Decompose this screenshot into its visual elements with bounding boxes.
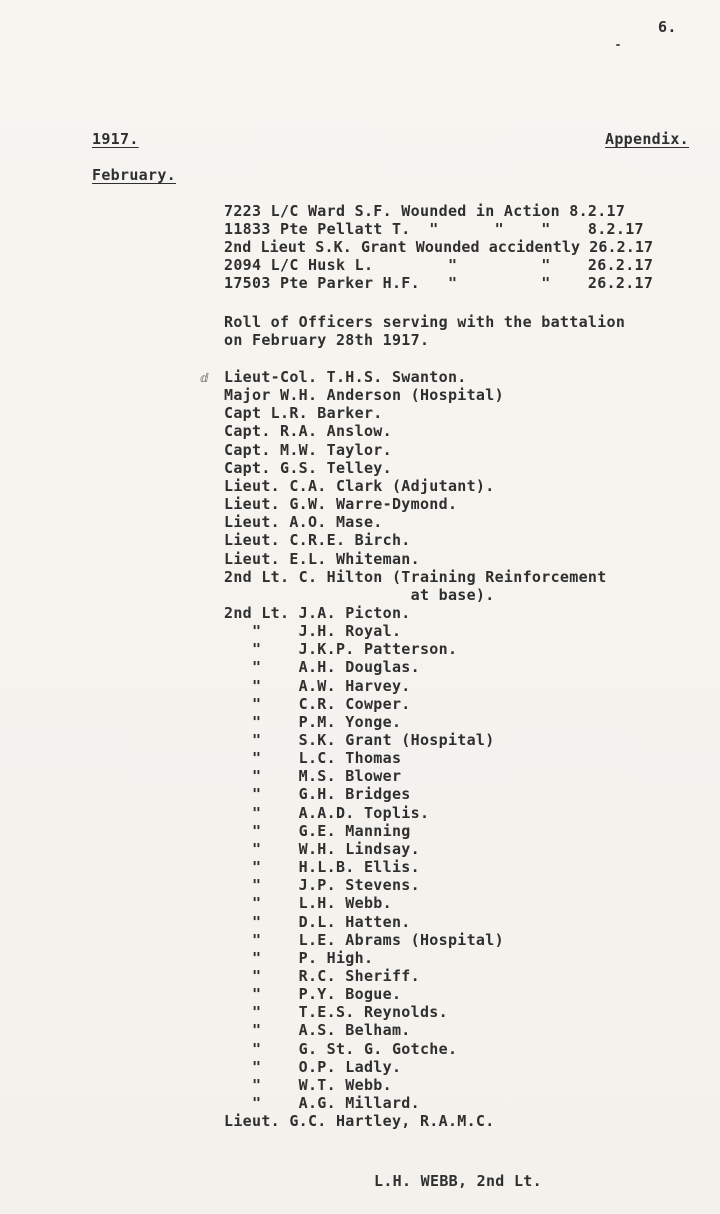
roll-heading-line: Roll of Officers serving with the battalion <box>224 313 626 331</box>
officer-entry: at base). <box>224 585 495 604</box>
officer-entry: " M.S. Blower <box>224 767 402 786</box>
officer-entry: " G.H. Bridges <box>224 785 411 804</box>
officer-entry: " W.H. Lindsay. <box>224 839 420 858</box>
officer-entry: " P. High. <box>224 948 374 967</box>
casualty-entry: 7223 L/C Ward S.F. Wounded in Action 8.2.17 <box>224 202 626 220</box>
officer-entry: " D.L. Hatten. <box>224 912 411 931</box>
officer-entry: Lieut. C.A. Clark (Adjutant). <box>224 476 495 495</box>
officer-entry: " A.W. Harvey. <box>224 676 411 695</box>
month-heading: February. <box>92 166 176 184</box>
casualty-entry: 11833 Pte Pellatt T. " " " 8.2.17 <box>224 220 644 238</box>
officer-entry: Lieut-Col. T.H.S. Swanton. <box>224 368 467 386</box>
officer-entry: Capt. G.S. Telley. <box>224 458 392 477</box>
roll-heading-line: on February 28th 1917. <box>224 331 430 349</box>
officer-entry: " T.E.S. Reynolds. <box>224 1003 448 1022</box>
casualty-entry: 2nd Lieut S.K. Grant Wounded accidently 26.2.17 <box>224 238 654 256</box>
year-heading: 1917. <box>92 130 139 148</box>
margin-mark-icon: ⅆ <box>200 371 209 385</box>
officer-entry: " A.A.D. Toplis. <box>224 803 430 822</box>
officer-entry: Lieut. E.L. Whiteman. <box>224 549 420 568</box>
casualty-entry: 17503 Pte Parker H.F. " " 26.2.17 <box>224 274 654 292</box>
signature-line: L.H. WEBB, 2nd Lt. <box>374 1172 542 1190</box>
officer-entry: " G.E. Manning <box>224 821 411 840</box>
officer-entry: " A.H. Douglas. <box>224 658 420 677</box>
officer-entry: " P.Y. Bogue. <box>224 985 402 1004</box>
officer-entry: " L.C. Thomas <box>224 749 402 768</box>
officer-entry: " J.P. Stevens. <box>224 876 420 895</box>
officer-entry: " G. St. G. Gotche. <box>224 1039 458 1058</box>
officer-entry: " P.M. Yonge. <box>224 712 402 731</box>
officer-entry: " J.H. Royal. <box>224 622 402 641</box>
officer-entry: Lieut. A.O. Mase. <box>224 513 383 532</box>
officer-entry: " H.L.B. Ellis. <box>224 858 420 877</box>
officer-entry: " O.P. Ladly. <box>224 1057 402 1076</box>
officer-entry: Major W.H. Anderson (Hospital) <box>224 386 504 405</box>
officer-entry: " J.K.P. Patterson. <box>224 640 458 659</box>
ink-speck <box>616 44 620 46</box>
officer-entry: " A.S. Belham. <box>224 1021 411 1040</box>
officer-entry: Capt. R.A. Anslow. <box>224 422 392 441</box>
officer-entry: 2nd Lt. J.A. Picton. <box>224 603 411 622</box>
appendix-heading: Appendix. <box>605 130 689 148</box>
officer-entry: " C.R. Cowper. <box>224 694 411 713</box>
officer-entry: 2nd Lt. C. Hilton (Training Reinforcement <box>224 567 607 586</box>
officer-entry: Lieut. C.R.E. Birch. <box>224 531 411 550</box>
officer-entry: " W.T. Webb. <box>224 1075 392 1094</box>
page-number: 6. <box>658 18 677 36</box>
officer-entry: Capt L.R. Barker. <box>224 404 383 423</box>
officer-entry: " L.E. Abrams (Hospital) <box>224 930 504 949</box>
casualty-entry: 2094 L/C Husk L. " " 26.2.17 <box>224 256 654 274</box>
officer-entry: Lieut. G.W. Warre-Dymond. <box>224 495 458 514</box>
officer-entry: " R.C. Sheriff. <box>224 966 420 985</box>
officer-entry: Lieut. G.C. Hartley, R.A.M.C. <box>224 1112 495 1131</box>
officer-entry: " S.K. Grant (Hospital) <box>224 731 495 749</box>
officer-entry: Capt. M.W. Taylor. <box>224 440 392 459</box>
officer-entry: " L.H. Webb. <box>224 894 392 913</box>
officer-entry: " A.G. Millard. <box>224 1094 420 1112</box>
